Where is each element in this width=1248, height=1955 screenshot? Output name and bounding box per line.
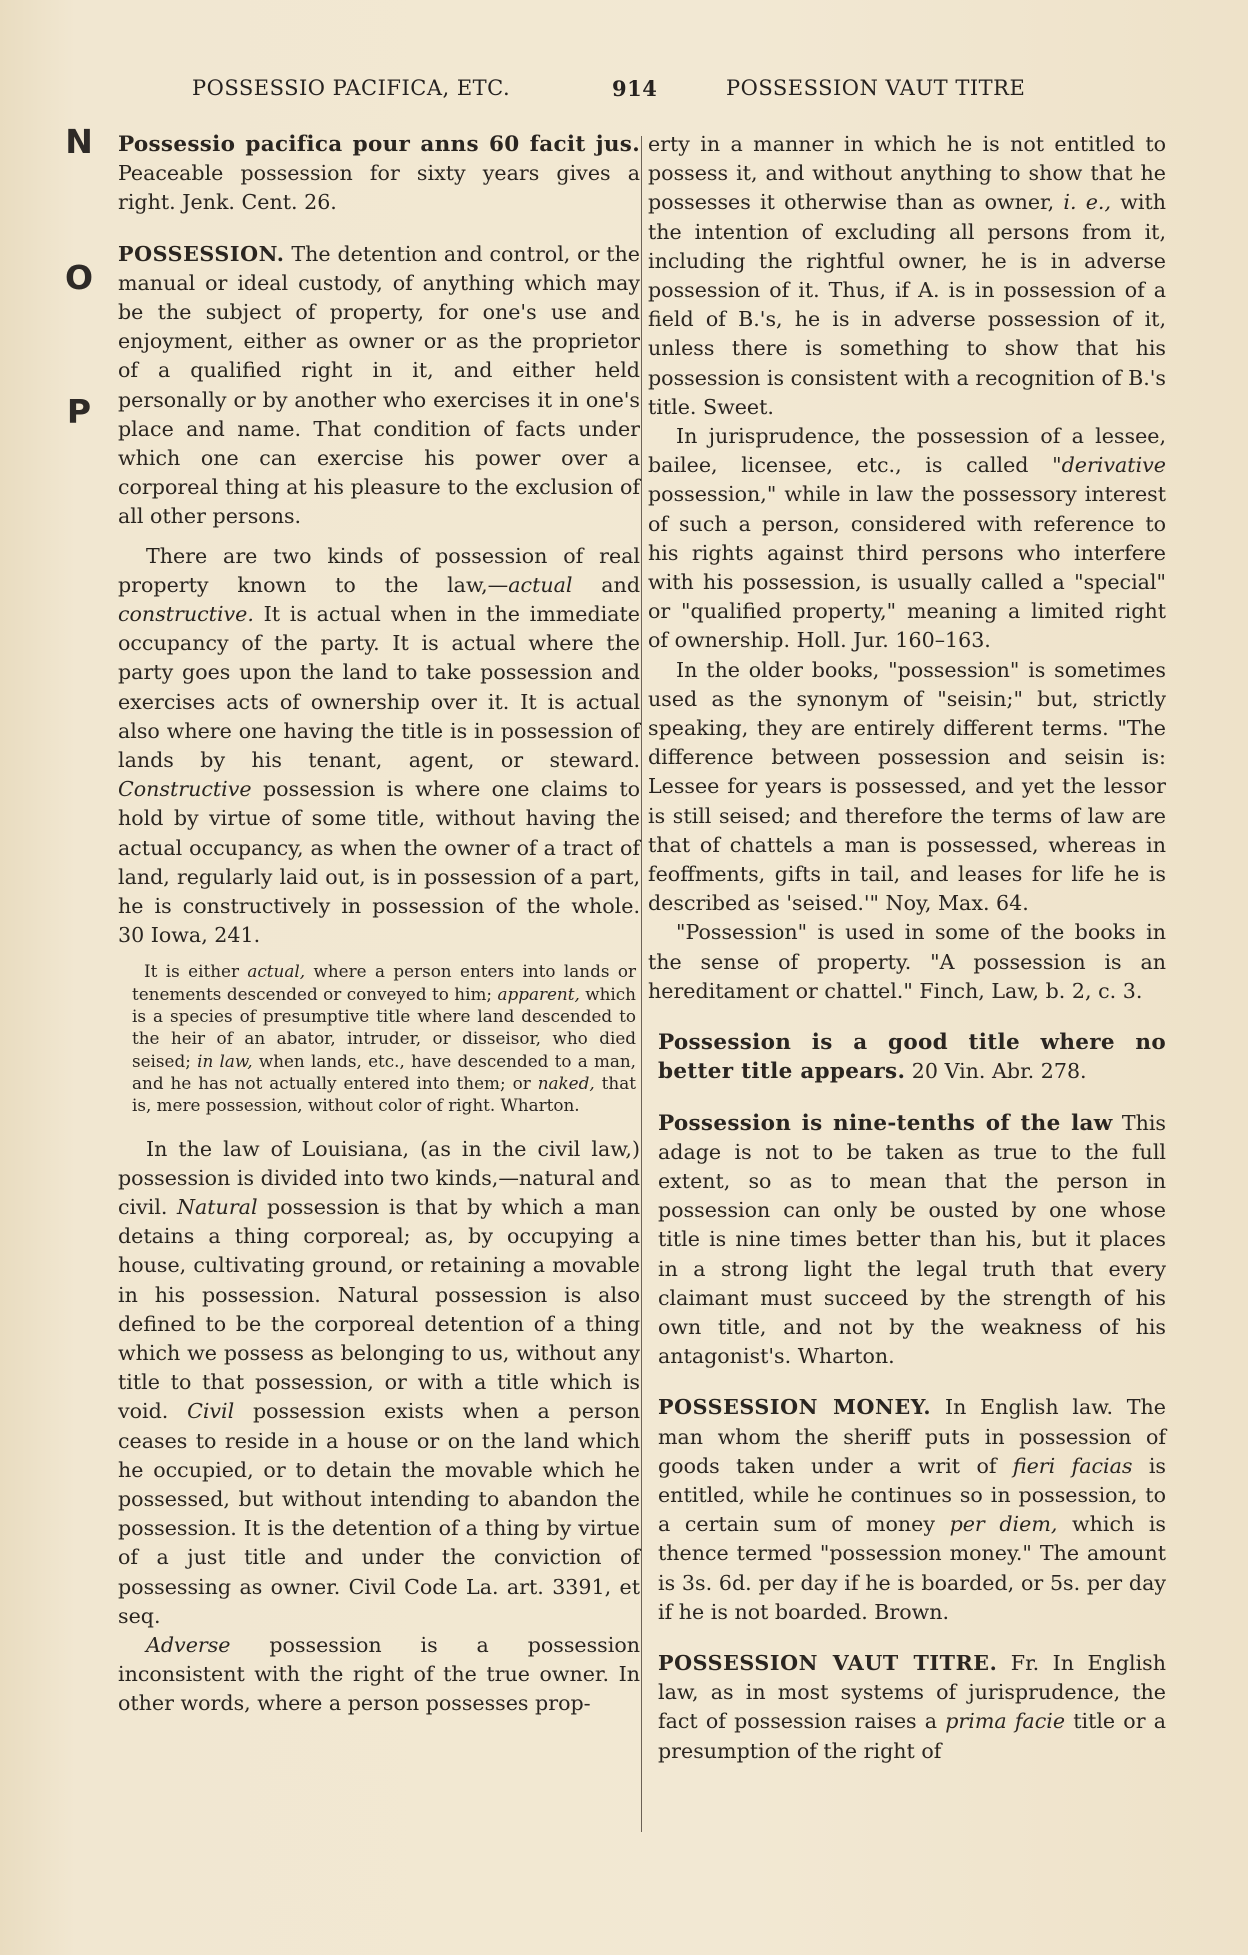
- text-run: possession," while in law the possessory interest of such a person, considered with reference to his rights against third persons who interfere with his possession, is usually called a "special" or "qualified property," meaning a limited right of ownership. Holl. Jur. 160–163.: [648, 482, 1166, 653]
- italic-term: naked,: [537, 1072, 595, 1093]
- note-kinds-of-possession: [118, 960, 640, 1116]
- paragraph-jurisprudence: [648, 422, 1166, 656]
- italic-term: apparent,: [497, 983, 580, 1004]
- paragraph-adverse-possession: [118, 1631, 640, 1719]
- maxim-body: This adage is not to be taken as true to the full extent, so as to mean that the person in possession can only be ousted by one whose title is nine times better than his, but it places in a strong light the legal truth that every claimant must succeed by the strength of his own title, and not by the weakness of his antagonist's. Wharton.: [658, 1110, 1167, 1369]
- italic-term: derivative: [1061, 453, 1166, 478]
- text-run: It is either: [144, 961, 248, 982]
- entry-possessio-pacifica: [118, 130, 640, 218]
- text-run: and: [572, 572, 640, 597]
- text-run: which is a species of presumptive title where land descended to the heir of an abator, intruder, or disseisor, who died seised;: [132, 983, 636, 1071]
- italic-term: Constructive: [118, 777, 252, 802]
- thumb-index-o[interactable]: O: [64, 258, 94, 297]
- text-run: title or a presumption of the right of: [658, 1709, 1166, 1763]
- text-run: possession is that by which a man detains a thing corporeal; as, by occupying a house, cultivating ground, or retaining a movable in his possession. Natural possession is also defined to be the corporeal detention of a thing which we possess as belonging to us, without any title to that possession, or with a title which is void.: [118, 1194, 640, 1424]
- maxim-heading: Possessio pacifica pour anns 60 facit jus.: [118, 132, 640, 157]
- entry-good-title: [648, 1028, 1166, 1086]
- entry-possession: [118, 240, 640, 532]
- text-run: Fr. In English law, as in most systems of jurisprudence, the fact of possession raises a: [658, 1650, 1167, 1734]
- paragraph-adverse-continued: [648, 130, 1166, 422]
- text-run: when lands, etc., have descended to a man, and he has not actually entered into them; or: [132, 1050, 637, 1093]
- italic-term: per diem,: [949, 1512, 1058, 1537]
- entry-term: POSSESSION MONEY.: [658, 1395, 932, 1420]
- text-run: which is thence termed "possession money." The amount is 3s. 6d. per day if he is boarded, or 5s. per day if he is not boarded. Brown.: [658, 1512, 1167, 1624]
- italic-term: actual,: [247, 961, 306, 982]
- text-run: In the law of Louisiana, (as in the civil law,) possession is divided into two kinds,—natural and civil.: [118, 1136, 640, 1219]
- entry-possession-money: [648, 1393, 1166, 1627]
- italic-term: prima facie: [945, 1709, 1066, 1734]
- italic-term: Adverse: [146, 1633, 231, 1658]
- left-column: [118, 130, 640, 1719]
- italic-term: fieri facias: [1012, 1453, 1133, 1478]
- maxim-body: Peaceable possession for sixty years gives a right. Jenk. Cent. 26.: [118, 161, 640, 215]
- text-run: erty in a manner in which he is not entitled to possess it, and without anything to show that he possesses it otherwise than as owner,: [648, 132, 1166, 215]
- paragraph-older-books: In the older books, "possession" is sometimes used as the synonym of "seisin;" but, strictly speaking, they are entirely different terms. "The difference between possession and seisin is: Lessee for years is possessed, and yet the lessor is still seised; and therefore the terms of law are that of chattels a man is possessed, whereas in feoffments, gifts in tail, and leases for life he is described as 'seised.'" Noy, Max. 64.: [648, 657, 1166, 916]
- paragraph-louisiana: [118, 1135, 640, 1631]
- text-run: There are two kinds of possession of real property known to the law,—: [118, 543, 640, 597]
- text-run: where a person enters into lands or tenements descended or conveyed to him;: [132, 961, 636, 1004]
- italic-term: actual: [508, 572, 573, 597]
- italic-term: Natural: [176, 1194, 258, 1219]
- paragraph-property-sense: "Possession" is used in some of the books in the sense of property. "A possession is an hereditament or chattel." Finch, Law, b. 2, c. 3.: [648, 920, 1166, 1003]
- entry-term: POSSESSION VAUT TITRE.: [658, 1650, 998, 1675]
- maxim-heading: Possession is nine-tenths of the law: [658, 1110, 1113, 1136]
- column-divider: [641, 136, 642, 1832]
- header-left-guide-word: POSSESSIO PACIFICA, ETC.: [192, 76, 511, 100]
- text-run: possession exists when a person ceases to reside in a house or on the land which he occupied, or to detain the movable which he possessed, but without intending to abandon the possession. It is the detention of a thing by virtue of a just title and under the conviction of possessing as owner. Civil Code La. art. 3391, et seq.: [118, 1399, 640, 1628]
- text-run: that is, mere possession, without color of right. Wharton.: [132, 1072, 636, 1116]
- text-run: In English law. The man whom the sheriff puts in possession of goods taken under a writ of: [658, 1395, 1166, 1478]
- text-run: possession is where one claims to hold by virtue of some title, without having the actual occupancy, as when the owner of a tract of land, regularly laid out, is in possession of a part, he is constructively in possession of the whole. 30 Iowa, 241.: [118, 777, 640, 948]
- maxim-body: 20 Vin. Abr. 278.: [905, 1059, 1087, 1084]
- text-run: In jurisprudence, the possession of a lessee, bailee, licensee, etc., is called ": [648, 424, 1166, 478]
- thumb-index-n[interactable]: N: [65, 122, 93, 161]
- entry-definition: The detention and control, or the manual or ideal custody, of anything which may be the subject of property, for one's use and enjoyment, either as owner or as the proprietor of a qualified right in it, and either held personally or by another who exercises it in one's place and name. That condition of facts under which one can exercise his power over a corporeal thing at his pleasure to the exclusion of all other persons.: [118, 241, 640, 529]
- entry-term: POSSESSION.: [118, 241, 285, 266]
- maxim-heading: Possession is a good title where no better title appears.: [658, 1030, 1166, 1085]
- text-run: possession is a possession inconsistent with the right of the true owner. In other words, where a person possesses prop-: [118, 1633, 640, 1716]
- header-right-guide-word: POSSESSION VAUT TITRE: [726, 76, 1026, 100]
- right-column: [648, 130, 1166, 1766]
- page-number: 914: [612, 76, 658, 101]
- text-run: It is actual when in the immediate occupancy of the party. It is actual where the party goes upon the land to take possession and exercises acts of ownership over it. It is actual also where one having the title is in possession of lands by his tenant, agent, or steward.: [118, 602, 640, 773]
- italic-term: constructive.: [118, 602, 254, 627]
- entry-nine-tenths: [648, 1109, 1166, 1372]
- entry-possession-vaut-titre: [648, 1649, 1166, 1766]
- thumb-index-p[interactable]: P: [66, 392, 92, 431]
- italic-term: in law,: [197, 1050, 253, 1071]
- text-run: is entitled, while he continues so in possession, to a certain sum of money: [658, 1453, 1166, 1537]
- italic-term: Civil: [187, 1399, 235, 1424]
- paragraph-two-kinds: [118, 542, 640, 951]
- running-head: [0, 76, 1248, 106]
- text-run: with the intention of excluding all persons from it, including the rightful owner, he is in adverse possession of it. Thus, if A. is in possession of a field of B.'s, he is in adverse possession of it, unless there is something to show that his possession is consistent with a recognition of B.'s title. Sweet.: [648, 190, 1166, 419]
- italic-term: i. e.,: [1063, 190, 1112, 215]
